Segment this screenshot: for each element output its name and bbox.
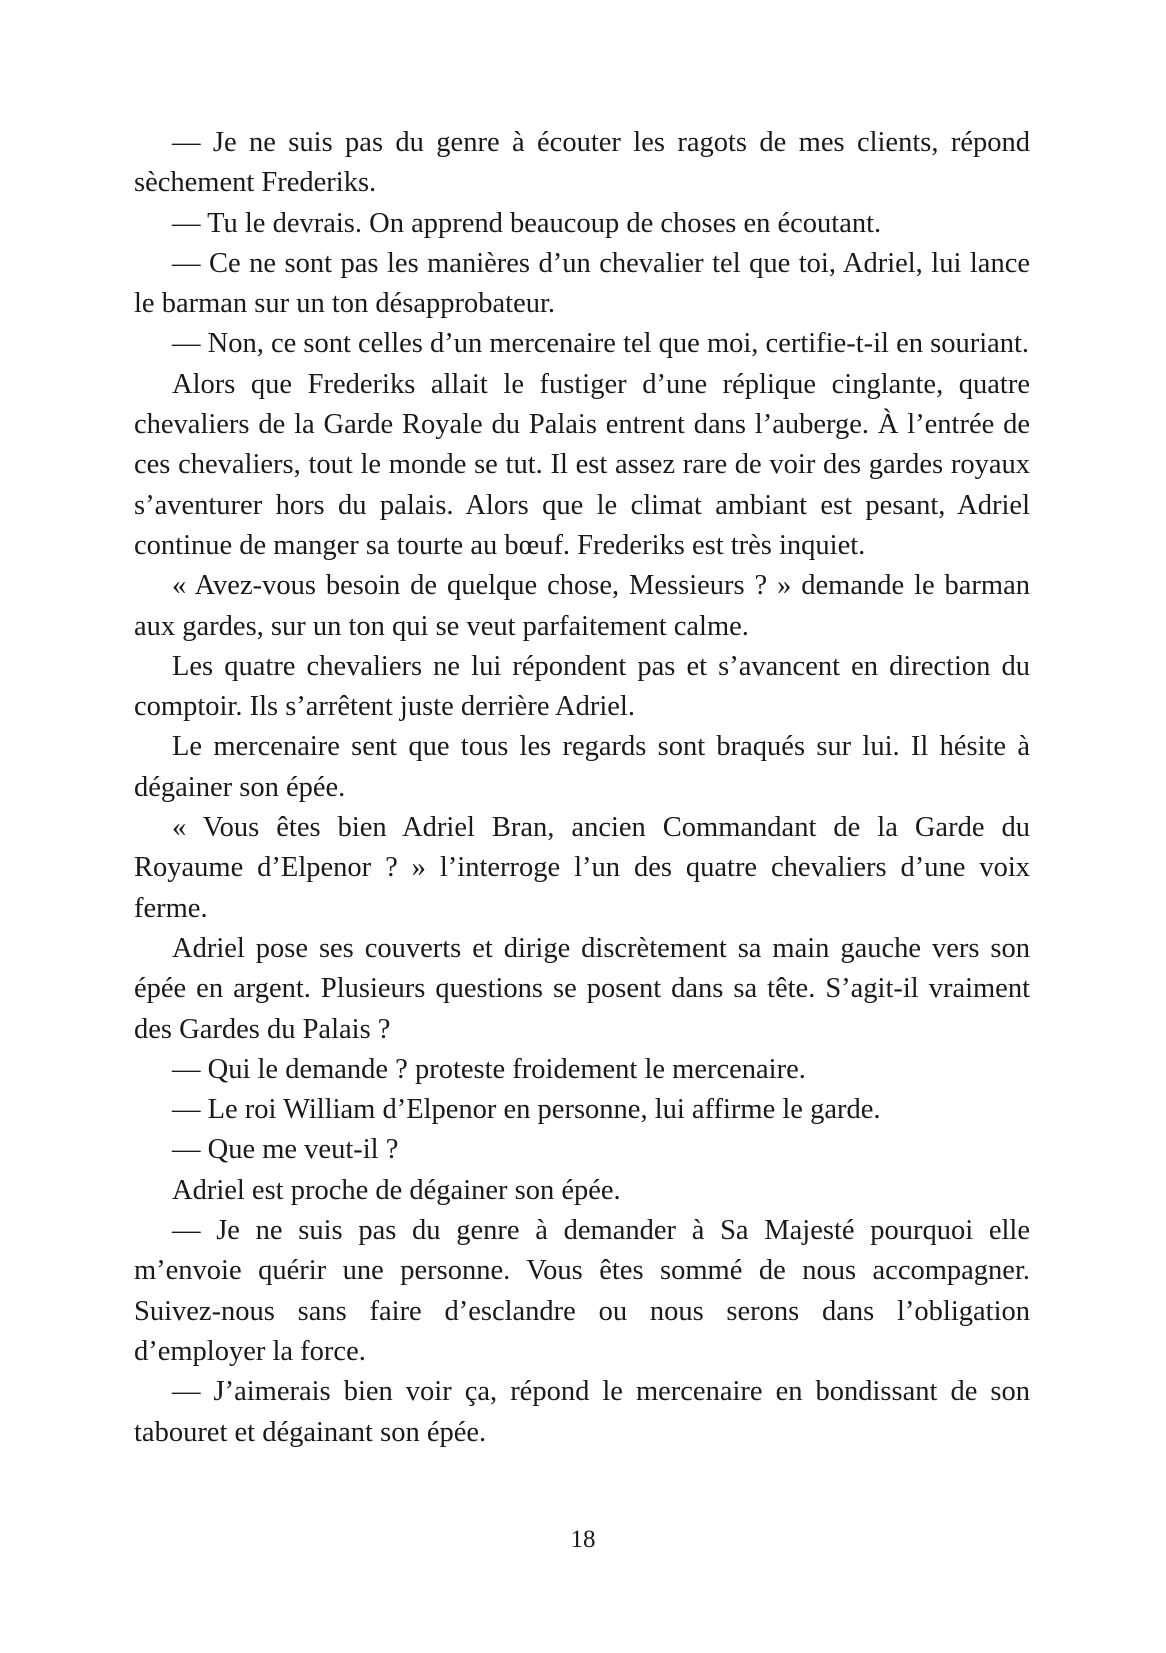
body-text <box>134 123 1030 1453</box>
paragraph: Le mercenaire sent que tous les regards sont braqués sur lui. Il hésite à dégainer son épée. <box>134 731 1030 803</box>
page-number: 18 <box>570 1526 596 1553</box>
paragraph: — Tu le devrais. On apprend beaucoup de choses en écoutant. <box>172 207 882 239</box>
paragraph: Adriel est proche de dégainer son épée. <box>172 1174 621 1206</box>
paragraph: — Non, ce sont celles d’un mercenaire tel que moi, certifie-t-il en souriant. <box>172 328 1030 360</box>
paragraph: Les quatre chevaliers ne lui répondent pas et s’avancent en direction du comptoir. Ils s’arrêtent juste derrière Adriel. <box>134 650 1030 723</box>
paragraph: — Je ne suis pas du genre à demander à Sa Majesté pourquoi elle m’envoie quérir une personne. Vous êtes sommé de nous accompagner. Suivez-nous sans faire d’esclandre ou nous serons dans l’obligation d’employer la force. <box>134 1215 1030 1367</box>
paragraph: — Que me veut-il ? <box>172 1134 399 1166</box>
paragraph: — J’aimerais bien voir ça, répond le mercenaire en bondissant de son tabouret et dégainant son épée. <box>134 1376 1030 1448</box>
paragraph: « Avez-vous besoin de quelque chose, Messieurs ? » demande le barman aux gardes, sur un ton qui se veut parfaitement calme. <box>134 570 1030 642</box>
paragraph: Alors que Frederiks allait le fustiger d’une réplique cinglante, quatre chevaliers de la Garde Royale du Palais entrent dans l’auberge. À l’entrée de ces chevaliers, tout le monde se tut. Il est assez rare de voir des gardes royaux s’aventurer hors du palais. Alors que le climat ambiant est pesant, Adriel continue de manger sa tourte au bœuf. Frederiks est très inquiet. <box>134 368 1030 561</box>
paragraph: « Vous êtes bien Adriel Bran, ancien Commandant de la Garde du Royaume d’Elpenor ? » l’interroge l’un des quatre chevaliers d’une voix ferme. <box>134 812 1030 924</box>
paragraph: Adriel pose ses couverts et dirige discrètement sa main gauche vers son épée en argent. Plusieurs questions se posent dans sa tête. S’agit-il vraiment des Gardes du Palais ? <box>134 932 1030 1045</box>
paragraph: — Ce ne sont pas les manières d’un chevalier tel que toi, Adriel, lui lance le barman sur un ton désapprobateur. <box>134 247 1030 320</box>
paragraph: — Qui le demande ? proteste froidement le mercenaire. <box>172 1053 806 1085</box>
paragraph: — Je ne suis pas du genre à écouter les ragots de mes clients, répond sèchement Frederiks. <box>134 127 1030 199</box>
paragraph: — Le roi William d’Elpenor en personne, lui affirme le garde. <box>172 1094 881 1126</box>
